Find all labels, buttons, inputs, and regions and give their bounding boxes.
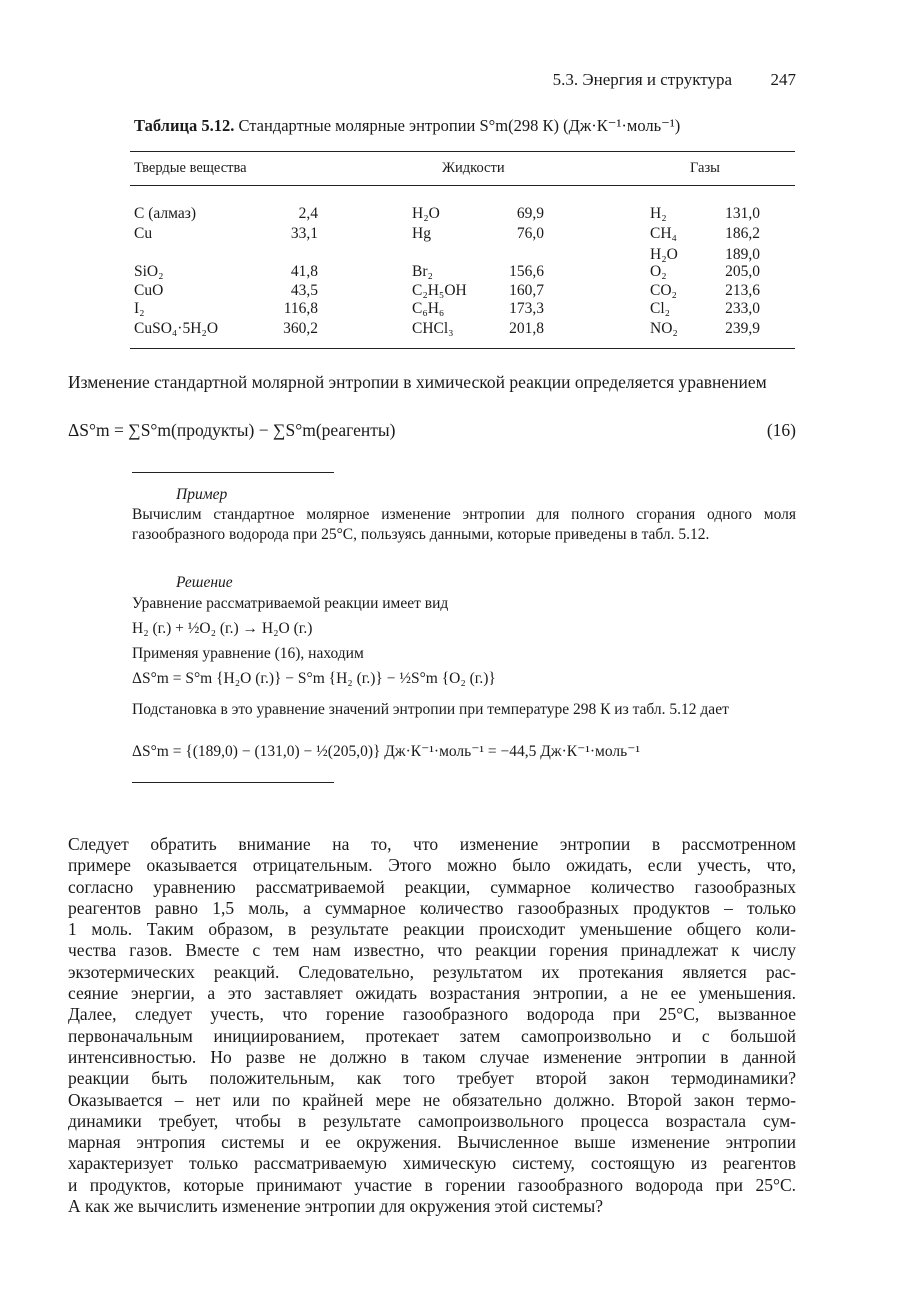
text-line: интенсивностью. Но разве не должно в таком случае изменение энтропии в данной (68, 1046, 796, 1067)
header-solids: Твердые вещества (134, 160, 247, 176)
header-liquids: Жидкости (442, 160, 505, 176)
gas-name: Cl₂ (650, 300, 671, 317)
table-header-rule (130, 185, 795, 186)
page-number: 247 (770, 70, 796, 89)
gas-value: 213,6 (725, 282, 760, 299)
equation-16-number: (16) (766, 420, 796, 440)
solid-value: 2,4 (298, 205, 318, 222)
solid-value: 33,1 (290, 225, 318, 242)
solid-name: C (алмаз) (134, 205, 196, 222)
text-line: согласно уравнению рассматриваемой реакции, суммарное количество газообразных (68, 876, 796, 897)
equation-16-text: ΔS°m = ∑S°m(продукты) − ∑S°m(реагенты) (68, 420, 396, 440)
gas-name: CH₄ (650, 225, 677, 242)
liquid-name: Hg (412, 225, 431, 242)
calculation-2: ΔS°m = {(189,0) − (131,0) − ½(205,0)} Дж·К⁻¹·моль⁻¹ = −44,5 Дж·К⁻¹·моль⁻¹ (132, 743, 641, 760)
solid-name: I₂ (134, 300, 145, 317)
text-line: и продуктов, которые принимают участие в горении газообразного водорода при 25°С. (68, 1174, 796, 1195)
example-title: Пример (176, 486, 228, 503)
gas-value: 233,0 (725, 300, 760, 317)
gas-value: 239,9 (725, 320, 760, 337)
text-line: сеяние энергии, а это заставляет ожидать возрастания энтропии, а не ее уменьшения. (68, 983, 796, 1004)
gas-value: 189,0 (725, 246, 760, 263)
text-line: Далее, следует учесть, что горение газообразного водорода при 25°С, вызванное (68, 1004, 796, 1025)
header-gases: Газы (690, 160, 720, 176)
text-line: реакции быть положительным, как того требует второй закон термодинамики? (68, 1068, 796, 1089)
text-line: Следует обратить внимание на то, что изменение энтропии в рассмотренном (68, 834, 796, 854)
text-line: примере оказывается отрицательным. Этого можно было ожидать, если учесть, что, (68, 855, 796, 876)
intro-paragraph: Изменение стандартной молярной энтропии в химической реакции определяется уравнением (68, 372, 767, 392)
liquid-value: 69,9 (516, 205, 544, 222)
section-title: 5.3. Энергия и структура (552, 70, 732, 89)
solution-line-1: Уравнение рассматриваемой реакции имеет вид (132, 595, 449, 612)
gas-name: H₂O (650, 246, 678, 263)
reaction-equation: H₂ (г.) + ½O₂ (г.) → H₂O (г.) (132, 620, 313, 637)
equation-16 (68, 420, 796, 441)
solid-value: 360,2 (283, 320, 318, 337)
table-caption-label: Таблица 5.12. (134, 116, 235, 135)
solid-value: 43,5 (290, 282, 318, 299)
solid-value: 116,8 (283, 300, 318, 317)
liquid-value: 160,7 (509, 282, 544, 299)
liquid-name: C₆H₆ (412, 300, 445, 317)
gas-name: H₂ (650, 205, 667, 222)
example-body: Вычислим стандартное молярное изменение энтропии для полного сгорания одного моля газообразного водорода при 25°С, пользуясь данными, которые приведены в табл. 5.12. (132, 506, 796, 543)
text-line: Оказывается – нет или по крайней мере не обязательно должно. Второй закон термо- (68, 1089, 796, 1110)
text-line: марная энтропия системы и ее окружения. Вычисленное выше изменение энтропии (68, 1132, 796, 1153)
example-top-rule (132, 472, 334, 473)
liquid-value: 173,3 (509, 300, 544, 317)
solid-name: Cu (134, 225, 153, 242)
text-line: 1 моль. Таким образом, в результате реакции происходит уменьшение общего коли- (68, 919, 796, 940)
solution-title: Решение (176, 574, 233, 591)
text-line: характеризует только рассматриваемую химическую систему, состоящую из реагентов (68, 1153, 796, 1174)
gas-name: O₂ (650, 263, 667, 280)
example-bottom-rule (132, 782, 334, 783)
table-caption-text: Стандартные молярные энтропии S°m(298 К) (Дж·К⁻¹·моль⁻¹) (238, 116, 681, 135)
text-line: чества газов. Вместе с тем нам известно, что реакции горения принадлежат к числу (68, 940, 796, 961)
gas-name: NO₂ (650, 320, 678, 337)
gas-value: 186,2 (725, 225, 760, 242)
liquid-name: CHCl₃ (412, 320, 454, 337)
solid-value: 41,8 (290, 263, 318, 280)
solid-name: CuO (134, 282, 164, 299)
text-line: А как же вычислить изменение энтропии для окружения этой системы? (68, 1196, 604, 1217)
liquid-name: C₂H₅OH (412, 282, 467, 299)
liquid-name: Br₂ (412, 263, 433, 280)
liquid-name: H₂O (412, 205, 440, 222)
gas-value: 131,0 (725, 205, 760, 222)
running-head (0, 70, 904, 94)
table-bottom-rule (130, 348, 795, 349)
solid-name: CuSO₄·5H₂O (134, 320, 219, 337)
text-line: первоначальным инициированием, протекает затем самопроизвольно и с большой (68, 1025, 796, 1046)
liquid-value: 76,0 (516, 225, 544, 242)
solution-line-2: Применяя уравнение (16), находим (132, 645, 364, 662)
text-line: динамики требует, чтобы в результате самопроизвольного процесса возрастала сум- (68, 1110, 796, 1131)
calculation-1: ΔS°m = S°m {H₂O (г.)} − S°m {H₂ (г.)} − ½S°m {O₂ (г.)} (132, 670, 496, 687)
table-top-rule (130, 151, 795, 152)
solid-name: SiO₂ (134, 263, 164, 280)
gas-value: 205,0 (725, 263, 760, 280)
liquid-value: 201,8 (509, 320, 544, 337)
text-line: экзотермических реакций. Следовательно, результатом их протекания является рас- (68, 961, 796, 982)
gas-name: CO₂ (650, 282, 677, 299)
table-caption (134, 116, 680, 136)
solution-line-3: Подстановка в это уравнение значений энтропии при температуре 298 К из табл. 5.12 дает (132, 701, 729, 718)
main-paragraph (68, 834, 796, 1217)
text-line: реагентов равно 1,5 моль, а суммарное количество газообразных продуктов – только (68, 897, 796, 918)
liquid-value: 156,6 (509, 263, 544, 280)
